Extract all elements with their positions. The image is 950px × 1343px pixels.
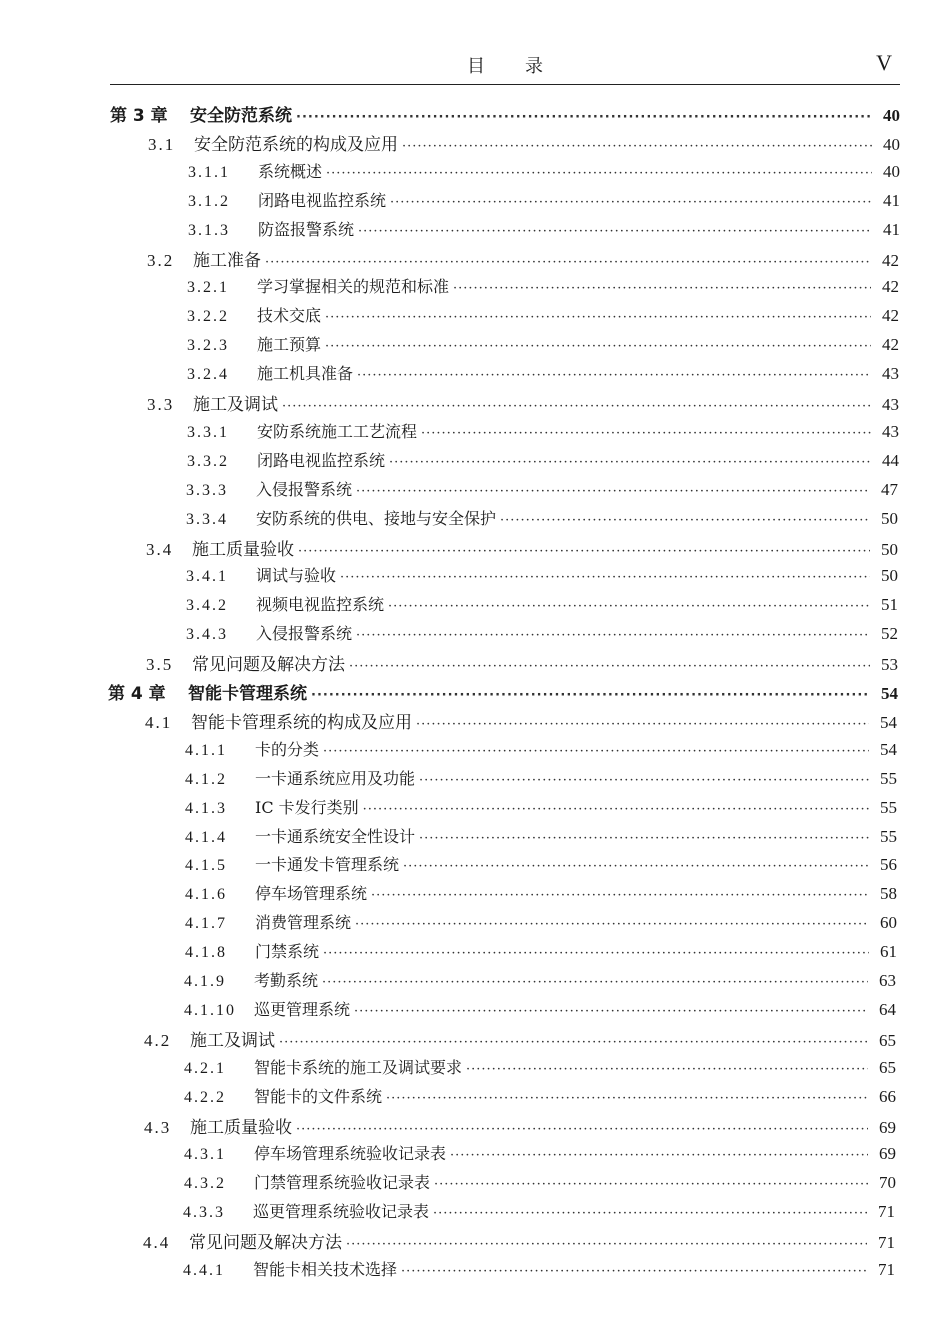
toc-entry-number: 3.4 <box>146 539 174 559</box>
toc-entry-page: 43 <box>882 421 899 441</box>
toc-entry-number: 4.2 <box>144 1030 172 1050</box>
toc-subsection-entry[interactable] <box>183 1199 895 1228</box>
toc-subsection-entry[interactable] <box>186 563 898 592</box>
toc-entry-page: 60 <box>880 913 897 933</box>
toc-entry-title: 安全防范系统 <box>190 106 292 126</box>
toc-entry-title: 巡更管理系统验收记录表 <box>253 1202 430 1222</box>
toc-section-entry[interactable] <box>146 650 898 679</box>
dot-leader <box>419 831 869 846</box>
dot-leader <box>340 570 870 585</box>
toc-entry-page: 41 <box>883 190 900 210</box>
toc-entry-title: 一卡通系统安全性设计 <box>255 826 416 846</box>
toc-section-entry[interactable] <box>144 1026 896 1055</box>
toc-subsection-entry[interactable] <box>187 448 899 477</box>
toc-entry-page: 55 <box>880 797 897 817</box>
dot-leader <box>323 744 869 759</box>
toc-subsection-entry[interactable] <box>184 1141 896 1170</box>
dot-leader <box>389 455 871 470</box>
toc-entry-number: 4.1.8 <box>185 944 227 962</box>
toc-entry-page: 71 <box>878 1233 895 1253</box>
page-title: 目录 <box>467 56 583 77</box>
dot-leader <box>355 917 869 932</box>
toc-entry-page: 65 <box>879 1057 896 1077</box>
toc-entry-number: 4.2.1 <box>184 1059 226 1077</box>
toc-entry-page: 54 <box>880 739 897 759</box>
toc-entry-page: 40 <box>883 161 900 181</box>
toc-entry-page: 54 <box>881 684 898 703</box>
toc-subsection-entry[interactable] <box>187 361 899 390</box>
toc-entry-number: 4.1.2 <box>185 770 227 788</box>
toc-subsection-entry[interactable] <box>186 477 898 506</box>
toc-subsection-entry[interactable] <box>184 968 896 997</box>
toc-entry-title: 施工及调试 <box>193 395 278 415</box>
toc-section-entry[interactable] <box>143 1228 895 1257</box>
toc-subsection-entry[interactable] <box>183 1257 895 1286</box>
toc-subsection-entry[interactable] <box>185 795 897 824</box>
toc-entry-title: 系统概述 <box>258 161 323 181</box>
toc-entry-number: 3.2.1 <box>187 279 229 297</box>
toc-entry-page: 41 <box>883 219 900 239</box>
dot-leader <box>349 659 870 674</box>
toc-entry-number: 4.3.3 <box>183 1204 225 1222</box>
toc-chapter-entry[interactable] <box>108 679 898 708</box>
toc-entry-page: 56 <box>880 855 897 875</box>
toc-entry-title: 学习掌握相关的规范和标准 <box>257 277 450 297</box>
toc-entry-number: 4.1.10 <box>184 1001 236 1019</box>
toc-entry-page: 43 <box>882 364 899 384</box>
dot-leader <box>466 1062 868 1077</box>
toc-entry-number: 4.3.1 <box>184 1146 226 1164</box>
toc-subsection-entry[interactable] <box>186 506 898 535</box>
toc-subsection-entry[interactable] <box>187 303 899 332</box>
dot-leader <box>323 946 869 961</box>
toc-subsection-entry[interactable] <box>188 159 900 188</box>
toc-entry-page: 40 <box>883 106 900 125</box>
toc-entry-number: 3.4.1 <box>186 568 228 586</box>
toc-entry-title: 防盗报警系统 <box>258 219 355 239</box>
toc-entry-page: 61 <box>880 942 897 962</box>
toc-subsection-entry[interactable] <box>185 881 897 910</box>
toc-section-entry[interactable] <box>147 246 899 275</box>
dot-leader <box>388 599 870 614</box>
toc-entry-page: 64 <box>879 999 896 1019</box>
toc-entry-number: 3.1.3 <box>188 221 230 239</box>
toc-entry-title: 一卡通系统应用及功能 <box>255 768 416 788</box>
toc-entry-title: 消费管理系统 <box>255 913 352 933</box>
dot-leader <box>371 888 869 903</box>
toc-entry-number: 4.2.2 <box>184 1088 226 1106</box>
dot-leader <box>322 975 868 990</box>
toc-entry-number: 3.2.2 <box>187 308 229 326</box>
toc-entry-page: 47 <box>881 479 898 499</box>
toc-section-entry[interactable] <box>146 535 898 564</box>
dot-leader <box>279 1035 868 1050</box>
toc-entry-page: 54 <box>880 712 897 732</box>
toc-entry-title: 智能卡管理系统 <box>188 684 307 704</box>
toc-entry-title: 施工质量验收 <box>190 1117 292 1138</box>
dot-leader <box>298 544 870 559</box>
toc-subsection-entry[interactable] <box>185 766 897 795</box>
toc-entry-number: 4.1 <box>145 712 173 732</box>
toc-entry-number: 3.2.4 <box>187 366 229 384</box>
toc-entry-number: 3.3.2 <box>187 452 229 470</box>
toc-subsection-entry[interactable] <box>184 1055 896 1084</box>
toc-entry-title: 施工质量验收 <box>192 539 294 560</box>
toc-entry-title: 调试与验收 <box>256 566 337 586</box>
toc-subsection-entry[interactable] <box>186 592 898 621</box>
toc-entry-number: 3.2 <box>147 250 175 270</box>
dot-leader <box>403 859 869 874</box>
toc-entry-title: 闭路电视监控系统 <box>257 450 386 470</box>
toc-subsection-entry[interactable] <box>185 737 897 766</box>
dot-leader <box>386 1091 868 1106</box>
toc-entry-number: 4.4.1 <box>183 1262 225 1279</box>
toc-entry-page: 63 <box>879 971 896 990</box>
toc-entry-number: 4.1.7 <box>185 915 227 933</box>
toc-entry-number: 3.3.3 <box>186 481 228 499</box>
dot-leader <box>416 717 869 732</box>
toc-entry-number: 3.4.2 <box>186 597 228 615</box>
dot-leader <box>434 1177 868 1192</box>
toc-subsection-entry[interactable] <box>185 824 897 853</box>
roman-page-number: V <box>876 50 892 75</box>
toc-entry-title: 智能卡的文件系统 <box>254 1086 383 1106</box>
toc-entry-title: 门禁管理系统验收记录表 <box>254 1173 431 1193</box>
toc-entry-title: 考勤系统 <box>254 971 319 990</box>
toc-entry-number: 4.1.4 <box>185 828 227 846</box>
toc-entry-number: 3.5 <box>146 655 174 675</box>
toc-entry-page: 40 <box>883 134 900 154</box>
dot-leader <box>358 224 872 239</box>
toc-entry-page: 71 <box>878 1260 895 1279</box>
toc-entry-page: 50 <box>881 566 898 586</box>
toc-entry-number: 4.4 <box>143 1233 171 1253</box>
toc-entry-number: 4.3.2 <box>184 1175 226 1193</box>
toc-entry-number: 4.1.3 <box>185 799 227 817</box>
toc-entry-page: 66 <box>879 1086 896 1106</box>
dot-leader <box>296 110 872 125</box>
toc-subsection-entry[interactable] <box>184 1170 896 1199</box>
toc-section-entry[interactable] <box>147 390 899 419</box>
dot-leader <box>390 195 872 210</box>
toc-subsection-entry[interactable] <box>184 997 896 1026</box>
toc-subsection-entry[interactable] <box>188 188 900 217</box>
dot-leader <box>433 1206 867 1221</box>
dot-leader <box>356 628 870 643</box>
toc-entry-title: 视频电视监控系统 <box>256 595 385 615</box>
toc-subsection-entry[interactable] <box>186 621 898 650</box>
toc-subsection-entry[interactable] <box>187 274 899 303</box>
dot-leader <box>326 166 872 181</box>
toc-entry-page: 55 <box>880 768 897 788</box>
dot-leader <box>419 773 869 788</box>
toc-entry-title: 入侵报警系统 <box>256 479 353 499</box>
toc-entry-number: 第 4 章 <box>108 684 166 704</box>
dot-leader <box>453 281 871 296</box>
toc-entry-title: 技术交底 <box>257 306 322 326</box>
dot-leader <box>450 1148 868 1163</box>
toc-entry-title: 安防系统的供电、接地与安全保护 <box>256 508 497 528</box>
toc-entry-title: 门禁系统 <box>255 942 320 962</box>
toc-entry-title: 智能卡管理系统的构成及应用 <box>191 712 412 733</box>
dot-leader <box>357 368 871 383</box>
dot-leader <box>282 399 871 414</box>
toc-entry-number: 3.1.1 <box>188 163 230 181</box>
toc-entry-title: 智能卡相关技术选择 <box>253 1260 398 1279</box>
toc-entry-title: 卡的分类 <box>255 739 320 759</box>
toc-subsection-entry[interactable] <box>188 217 900 246</box>
toc-entry-title: IC 卡发行类别 <box>255 797 359 817</box>
toc-entry-title: 施工机具准备 <box>257 364 354 384</box>
toc-entry-number: 4.1.5 <box>185 857 227 875</box>
toc-entry-page: 71 <box>878 1202 895 1222</box>
toc-entry-page: 51 <box>881 595 898 615</box>
dot-leader <box>346 1237 867 1252</box>
toc-entry-number: 3.4.3 <box>186 626 228 644</box>
toc-entry-page: 55 <box>880 826 897 846</box>
toc-entry-number: 3.3.4 <box>186 510 228 528</box>
toc-entry-page: 69 <box>879 1117 896 1137</box>
toc-entry-number: 3.3.1 <box>187 423 229 441</box>
dot-leader <box>354 1004 868 1019</box>
toc-entry-page: 65 <box>879 1030 896 1050</box>
toc-entry-number: 第 3 章 <box>110 106 168 126</box>
toc-entry-title: 巡更管理系统 <box>254 999 351 1019</box>
toc-entry-number: 4.1.6 <box>185 886 227 904</box>
toc-entry-title: 常见问题及解决方法 <box>189 1233 342 1254</box>
toc-section-entry[interactable] <box>144 1113 896 1142</box>
toc-entry-title: 施工及调试 <box>190 1030 275 1051</box>
toc-entry-page: 42 <box>882 335 899 355</box>
toc-entry-title: 施工预算 <box>257 335 322 355</box>
dot-leader <box>356 484 870 499</box>
toc-subsection-entry[interactable] <box>185 939 897 968</box>
toc-entry-page: 69 <box>879 1144 896 1164</box>
toc-entry-number: 4.1.9 <box>184 973 226 990</box>
toc-subsection-entry[interactable] <box>184 1084 896 1113</box>
toc-section-entry[interactable] <box>145 708 897 737</box>
toc-entry-page: 42 <box>882 277 899 297</box>
toc-subsection-entry[interactable] <box>187 332 899 361</box>
toc-entry-page: 50 <box>881 539 898 559</box>
toc-entry-title: 智能卡系统的施工及调试要求 <box>254 1057 463 1077</box>
toc-entry-page: 53 <box>881 655 898 675</box>
toc-entry-number: 3.2.3 <box>187 337 229 355</box>
toc-entry-title: 闭路电视监控系统 <box>258 190 387 210</box>
dot-leader <box>265 255 871 270</box>
toc-subsection-entry[interactable] <box>185 910 897 939</box>
toc-entry-number: 3.1 <box>148 134 176 154</box>
toc-entry-page: 50 <box>881 508 898 528</box>
dot-leader <box>325 310 871 325</box>
toc-entry-page: 70 <box>879 1173 896 1193</box>
dot-leader <box>311 688 870 703</box>
toc-entry-page: 44 <box>882 450 899 470</box>
toc-entry-title: 安全防范系统的构成及应用 <box>194 134 398 155</box>
dot-leader <box>363 802 869 817</box>
toc-entry-number: 3.3 <box>147 395 175 414</box>
toc-entry-title: 常见问题及解决方法 <box>192 655 345 676</box>
toc-entry-page: 42 <box>882 306 899 326</box>
toc-entry-page: 58 <box>880 884 897 904</box>
toc-entry-number: 4.1.1 <box>185 741 227 759</box>
toc-chapter-entry[interactable] <box>110 101 900 130</box>
toc-entry-page: 42 <box>882 250 899 270</box>
toc-entry-title: 一卡通发卡管理系统 <box>255 855 400 875</box>
dot-leader <box>401 1264 867 1279</box>
toc-subsection-entry[interactable] <box>185 852 897 881</box>
toc-entry-number: 3.1.2 <box>188 192 230 210</box>
toc-section-entry[interactable] <box>148 130 900 159</box>
toc-entry-title: 停车场管理系统 <box>255 884 368 904</box>
toc-entry-title: 停车场管理系统验收记录表 <box>254 1144 447 1164</box>
toc-entry-page: 52 <box>881 624 898 644</box>
toc-subsection-entry[interactable] <box>187 419 899 448</box>
toc-entry-title: 安防系统施工工艺流程 <box>257 421 418 441</box>
toc-entry-title: 入侵报警系统 <box>256 624 353 644</box>
dot-leader <box>402 139 872 154</box>
dot-leader <box>500 513 870 528</box>
page-header <box>110 50 900 85</box>
dot-leader <box>325 339 871 354</box>
toc-entry-page: 43 <box>882 395 899 414</box>
toc-entry-title: 施工准备 <box>193 250 261 271</box>
dot-leader <box>421 426 871 441</box>
dot-leader <box>296 1122 868 1137</box>
toc-entry-number: 4.3 <box>144 1117 172 1137</box>
